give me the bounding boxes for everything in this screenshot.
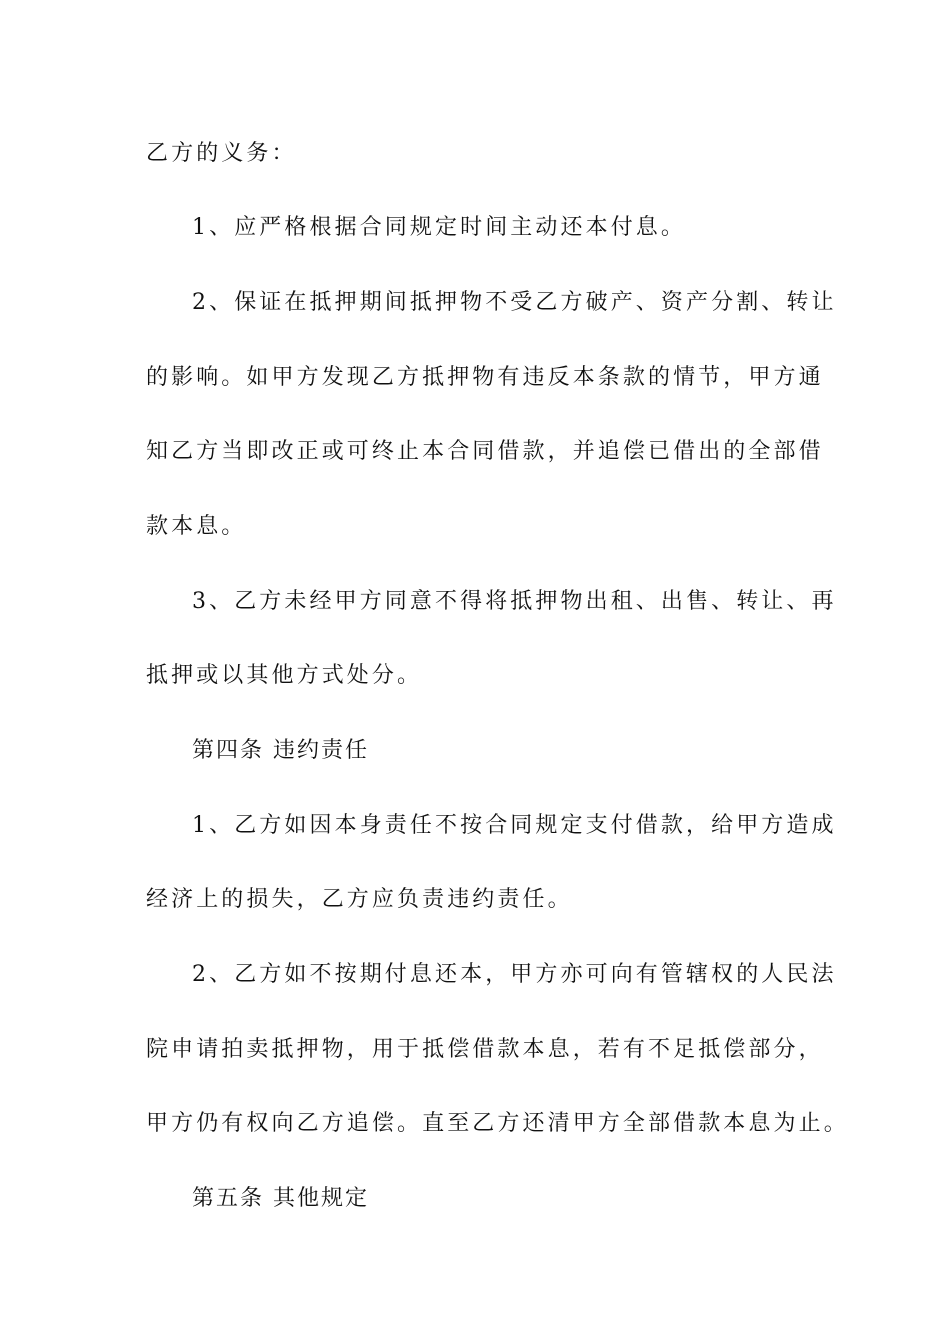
text-line-clause-1: 1、应严格根据合同规定时间主动还本付息。	[192, 215, 686, 240]
text-line: 甲方仍有权向乙方追偿。直至乙方还清甲方全部借款本息为止。	[146, 1111, 849, 1136]
text-line-clause-2: 2、保证在抵押期间抵押物不受乙方破产、资产分割、转让	[192, 290, 837, 315]
text-line-article-4-clause-2: 2、乙方如不按期付息还本，甲方亦可向有管辖权的人民法	[192, 962, 837, 987]
text-line: 抵押或以其他方式处分。	[146, 663, 423, 688]
text-line-clause-3: 3、乙方未经甲方同意不得将抵押物出租、出售、转让、再	[192, 589, 837, 614]
text-line: 的影响。如甲方发现乙方抵押物有违反本条款的情节，甲方通	[146, 365, 824, 390]
section-heading-article-5: 第五条 其他规定	[192, 1186, 369, 1211]
section-heading-article-4: 第四条 违约责任	[192, 738, 369, 763]
text-line: 知乙方当即改正或可终止本合同借款，并追偿已借出的全部借	[146, 439, 824, 464]
text-line: 经济上的损失，乙方应负责违约责任。	[146, 887, 573, 912]
text-line-obligations-heading: 乙方的义务：	[146, 141, 297, 166]
text-line-article-4-clause-1: 1、乙方如因本身责任不按合同规定支付借款，给甲方造成	[192, 813, 837, 838]
text-line: 款本息。	[146, 514, 247, 539]
text-line: 院申请拍卖抵押物，用于抵偿借款本息，若有不足抵偿部分，	[146, 1037, 824, 1062]
